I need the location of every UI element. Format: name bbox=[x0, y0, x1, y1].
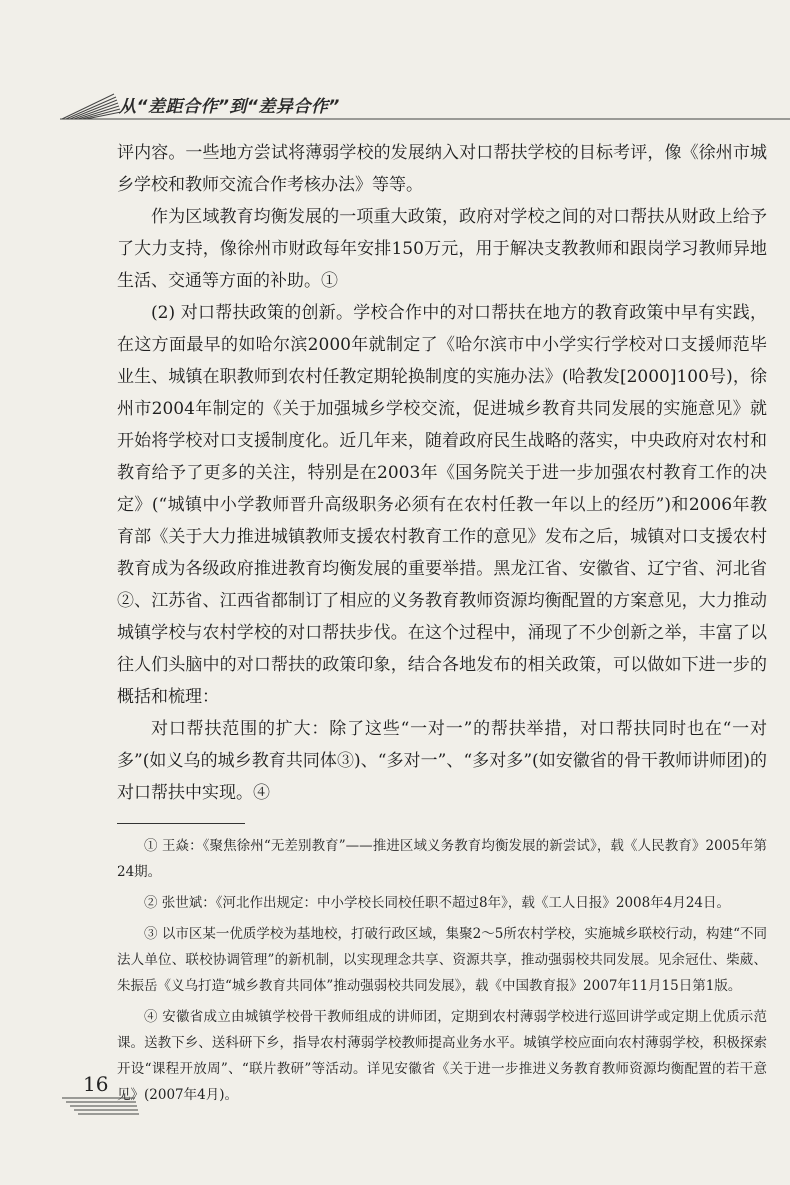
footnote: ③ 以市区某一优质学校为基地校，打破行政区域，集聚2～5所农村学校，实施城乡联校行动，构建“不同法人单位、联校协调管理”的新机制，以实现理念共享、资源共享，推动强弱校共同发展。见余冠仕、柴葳、朱振岳《义乌打造“城乡教育共同体”推动强弱校共同发展》，载《中国教育报》2007年11月15日第1版。 bbox=[117, 926, 767, 994]
body-paragraph: 作为区域教育均衡发展的一项重大政策，政府对学校之间的对口帮扶从财政上给予了大力支持，像徐州市财政每年安排150万元，用于解决支教教师和跟岗学习教师异地生活、交通等方面的补助。① bbox=[117, 207, 767, 291]
body-paragraph: 对口帮扶范围的扩大：除了这些“一对一”的帮扶举措，对口帮扶同时也在“一对多”(如义乌的城乡教育共同体③)、“多对一”、“多对多”(如安徽省的骨干教师讲师团)的对口帮扶中实现。④ bbox=[117, 719, 767, 803]
footnote: ④ 安徽省成立由城镇学校骨干教师组成的讲师团，定期到农村薄弱学校进行巡回讲学或定期上优质示范课。送教下乡、送科研下乡，指导农村薄弱学校教师提高业务水平。城镇学校应面向农村薄弱学校，积极探索开设“课程开放周”、“联片教研”等活动。详见安徽省《关于进一步推进义务教育教师资源均衡配置的若干意见》(2007年4月)。 bbox=[117, 1009, 767, 1103]
body-paragraph: (2) 对口帮扶政策的创新。学校合作中的对口帮扶在地方的教育政策中早有实践，在这方面最早的如哈尔滨2000年就制定了《哈尔滨市中小学实行学校对口支援师范毕业生、城镇在职教师到农村任教定期轮换制度的实施办法》(哈教发[2000]100号)，徐州市2004年制定的《关于加强城乡学校交流，促进城乡教育共同发展的实施意见》就开始将学校对口支援制度化。近几年来，随着政府民生战略的落实，中央政府对农村和教育给予了更多的关注，特别是在2003年《国务院关于进一步加强农村教育工作的决定》(“城镇中小学教师晋升高级职务必须有在农村任教一年以上的经历”)和2006年教育部《关于大力推进城镇教师支援农村教育工作的意见》发布之后，城镇对口支援农村教育成为各级政府推进教育均衡发展的重要举措。黑龙江省、安徽省、辽宁省、河北省②、江苏省、江西省都制订了相应的义务教育教师资源均衡配置的方案意见，大力推动城镇学校与农村学校的对口帮扶步伐。在这个过程中，涌现了不少创新之举，丰富了以往人们头脑中的对口帮扶的政策印象，结合各地发布的相关政策，可以做如下进一步的概括和梳理： bbox=[117, 303, 767, 707]
page-number: 16 bbox=[83, 1072, 109, 1096]
body-paragraph: 评内容。一些地方尝试将薄弱学校的发展纳入对口帮扶学校的目标考评，像《徐州市城乡学校和教师交流合作考核办法》等等。 bbox=[117, 143, 767, 195]
footnotes bbox=[117, 833, 767, 1113]
main-text bbox=[117, 137, 767, 809]
footnote: ② 张世斌：《河北作出规定：中小学校长同校任职不超过8年》，载《工人日报》2008年4月24日。 bbox=[144, 895, 731, 911]
header-title: 从“差距合作”到“差异合作” bbox=[119, 97, 340, 117]
footnote: ① 王焱：《聚焦徐州“无差别教育”——推进区域义务教育均衡发展的新尝试》，载《人民教育》2005年第24期。 bbox=[117, 838, 767, 880]
footnote-divider bbox=[117, 823, 245, 824]
running-header bbox=[0, 88, 790, 128]
